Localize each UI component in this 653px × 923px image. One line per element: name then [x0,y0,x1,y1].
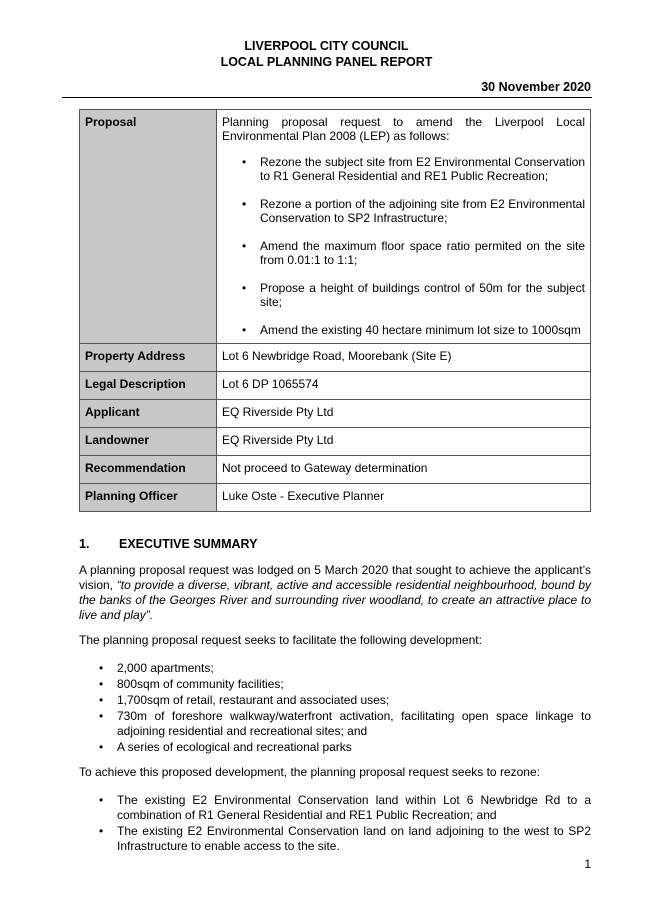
bullet-icon: • [99,793,104,807]
vision-quote: “to provide a diverse, vibrant, active and accessible residential neighbourhood, bound by the banks of the Georges River and surrounding river woodland, to create an attractive place to live and play”. [79,578,591,622]
row-label: Applicant [80,400,217,428]
report-date: 30 November 2020 [481,80,591,94]
section-title: EXECUTIVE SUMMARY [119,537,258,551]
list-item: • Rezone the subject site from E2 Environmental Conservation to R1 General Residential and RE1 Public Recreation; [242,155,585,183]
row-label: Landowner [80,428,217,456]
list-item: • A series of ecological and recreational parks [99,740,352,754]
bullet-icon: • [242,281,247,295]
table-row [80,372,591,400]
bullet-icon: • [99,677,104,691]
list-item: • 2,000 apartments; [99,661,214,675]
development-list [79,661,591,756]
row-label: Property Address [80,344,217,372]
bullet-icon: • [242,239,247,253]
row-value: Not proceed to Gateway determination [217,456,591,484]
table-row [80,484,591,512]
rezone-intro: To achieve this proposed development, the planning proposal request seeks to rezone: [79,765,540,779]
report-title: LOCAL PLANNING PANEL REPORT [220,55,433,69]
header-rule [62,97,592,98]
list-item: • The existing E2 Environmental Conservation land within Lot 6 Newbridge Rd to a combination of R1 General Residential and RE1 Public Recreation; and [99,793,591,822]
list-item: • 730m of foreshore walkway/waterfront activation, facilitating open space linkage to adjoining residential and recreational sites; and [99,709,591,738]
list-item: • Amend the existing 40 hectare minimum lot size to 1000sqm [242,323,581,337]
rezone-list [79,793,591,855]
proposal-value [217,110,591,344]
list-item: • 800sqm of community facilities; [99,677,284,691]
list-item: • 1,700sqm of retail, restaurant and associated uses; [99,693,390,707]
row-value: EQ Riverside Pty Ltd [217,428,591,456]
proposal-label: Proposal [80,110,217,344]
row-value: Lot 6 Newbridge Road, Moorebank (Site E) [217,344,591,372]
table-row [80,428,591,456]
list-item: • The existing E2 Environmental Conservation land on land adjoining to the west to SP2 Infrastructure to enable access to the site. [99,824,591,853]
list-item: • Rezone a portion of the adjoining site from E2 Environmental Conservation to SP2 Infrastructure; [242,197,585,225]
row-value: EQ Riverside Pty Ltd [217,400,591,428]
table-row-proposal [80,110,591,344]
bullet-icon: • [242,323,247,337]
bullet-icon: • [99,824,104,838]
bullet-icon: • [99,661,104,675]
bullet-icon: • [99,709,104,723]
row-value: Lot 6 DP 1065574 [217,372,591,400]
row-label: Recommendation [80,456,217,484]
bullet-icon: • [99,740,104,754]
table-row [80,400,591,428]
proposal-intro: Planning proposal request to amend the Liverpool Local Environmental Plan 2008 (LEP) as follows: [222,115,585,143]
row-label: Legal Description [80,372,217,400]
table-row [80,344,591,372]
table-row [80,456,591,484]
council-name: LIVERPOOL CITY COUNCIL [244,39,409,53]
bullet-icon: • [242,155,247,169]
row-label: Planning Officer [80,484,217,512]
page-number: 1 [584,857,591,871]
bullet-icon: • [99,693,104,707]
summary-paragraph: A planning proposal request was lodged on 5 March 2020 that sought to achieve the applicant’s vision, “to provide a diverse, vibrant, active and accessible residential neighbourhood, bound by the banks of the Georges River and surrounding river woodland, to create an attractive place to live and play”. [79,563,591,622]
section-number: 1. [79,537,90,551]
row-value: Luke Oste - Executive Planner [217,484,591,512]
bullet-icon: • [242,197,247,211]
development-intro: The planning proposal request seeks to facilitate the following development: [79,633,482,647]
summary-table [79,109,591,512]
proposal-bullets [222,155,585,337]
list-item: • Propose a height of buildings control of 50m for the subject site; [242,281,585,309]
list-item: • Amend the maximum floor space ratio permited on the site from 0.01:1 to 1:1; [242,239,585,267]
section-heading [79,537,257,551]
